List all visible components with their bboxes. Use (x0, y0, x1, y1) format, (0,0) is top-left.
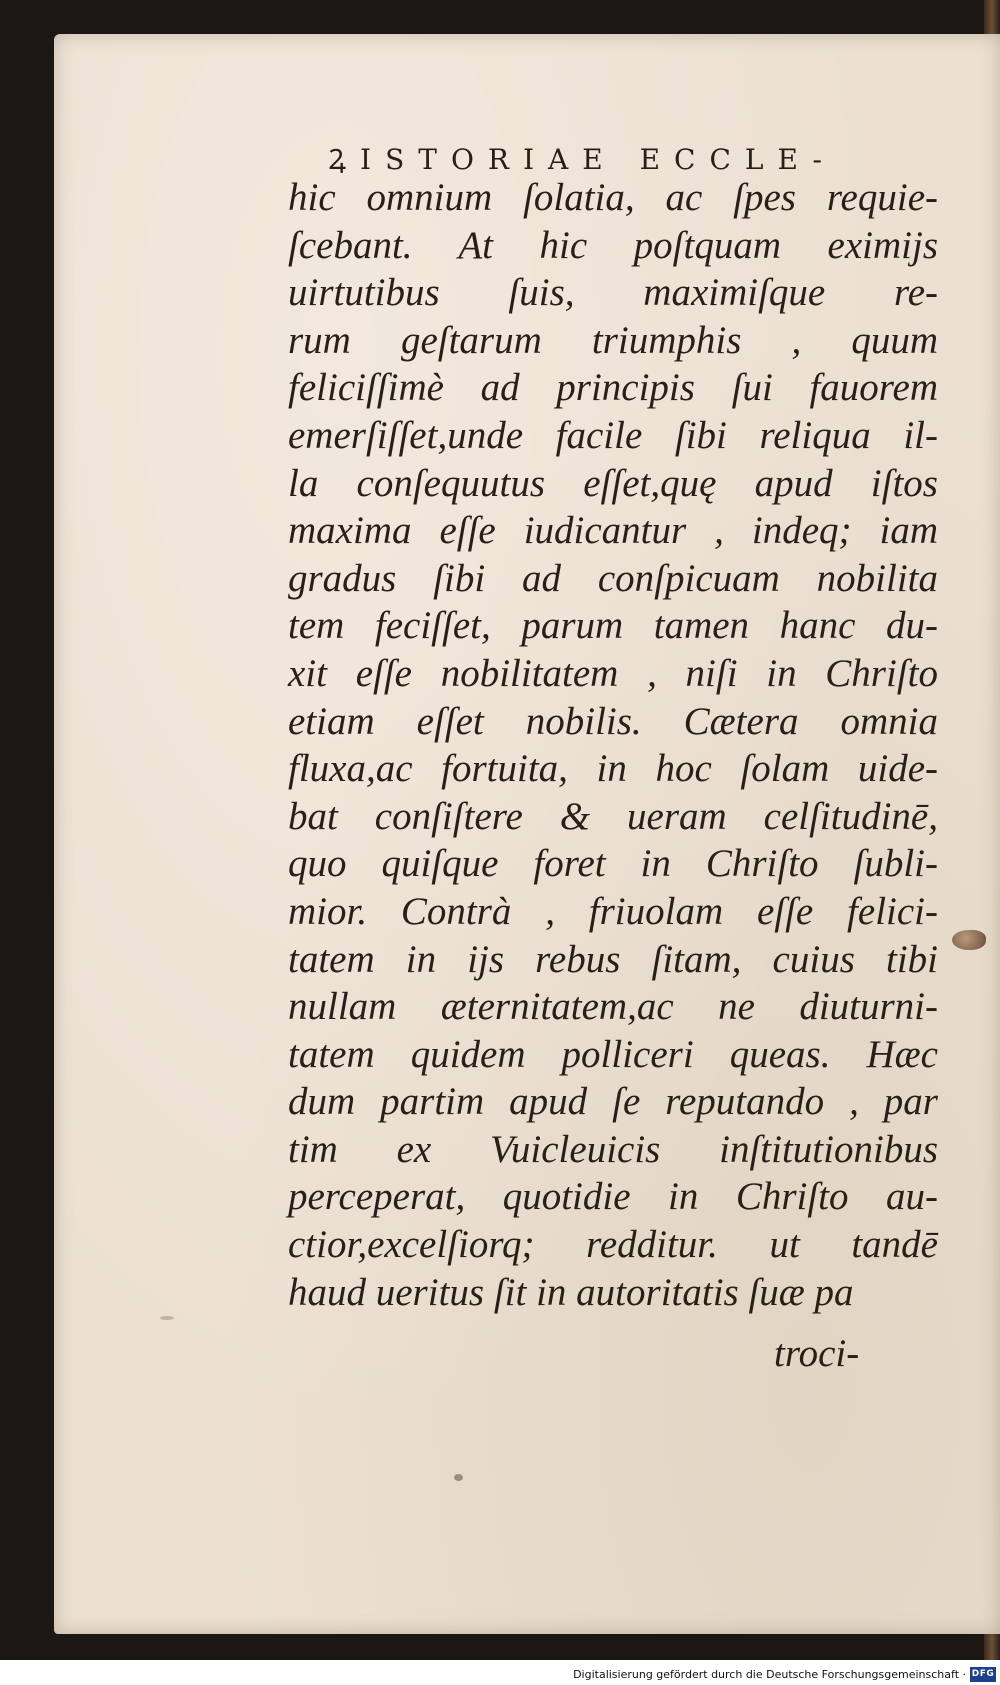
ink-smudge (454, 1474, 463, 1481)
text-line: etiam eſſet nobilis. Cæterа omnia (288, 699, 938, 743)
page-marker-stub (952, 930, 986, 950)
text-line: hic omnium ſolatia, ac ſpes requie- (288, 176, 938, 219)
text-line: gradus ſibi ad conſpicuam nobilita (288, 556, 938, 600)
text-line: maxima eſſe iudicantur , indeq; iam (288, 509, 938, 553)
main-text-block (288, 174, 938, 1316)
text-line: tatem in ijs rebus ſitam, cuius tibi (288, 937, 938, 981)
text-line: feliciſſimè ad principis ſui fauorem (288, 366, 938, 410)
text-line: rum geſtarum triumphis , quum (288, 318, 938, 362)
text-line: la conſequutus eſſet,quę apud iſtos (288, 461, 938, 505)
digitization-credit: Digitalisierung gefördert durch die Deutsche Forschungsgemeinschaft · (573, 1668, 966, 1681)
text-line: quo quiſque foret in Chriſto ſubli- (288, 842, 938, 886)
text-line: tatem quidem polliceri queas. Hæc (288, 1032, 938, 1076)
text-line: perceperat, quotidie in Chriſto au- (288, 1175, 938, 1219)
text-line: tem feciſſet, parum tamen hanc du- (288, 604, 938, 648)
text-line: mior. Contrà , friuolam eſſe felici- (288, 889, 938, 933)
text-line: ſcebant. At hic poſtquam eximijs (288, 223, 938, 267)
text-line: emerſiſſet,unde facile ſibi reliqua il- (288, 413, 938, 457)
text-line: uirtutibus ſuis, maximiſque re- (288, 271, 938, 315)
ink-smudge (160, 1316, 174, 1320)
text-line: haud ueritus ſit in autoritatis ſuæ pa (288, 1270, 854, 1314)
text-line: bat conſiſtere & ueram celſitudinē, (288, 794, 938, 838)
text-line: nullam æternitatem,ac ne diuturni- (288, 985, 938, 1029)
text-line: fluxa,ac fortuita, in hoc ſolam uide- (288, 747, 938, 791)
text-line: tim ex Vuicleuicis inſtitutionibus (288, 1127, 938, 1171)
text-line: dum partim apud ſe reputando , par (288, 1080, 938, 1124)
dfg-logo: DFG (970, 1667, 996, 1682)
text-line: ctior,excelſiorq; redditur. ut tandē (288, 1223, 938, 1267)
text-line: xit eſſe nobilitatem , niſi in Chriſto (288, 651, 938, 695)
running-head: ꝜISTORIAE ECCLE- (328, 143, 836, 176)
catchword: troci- (774, 1332, 860, 1375)
